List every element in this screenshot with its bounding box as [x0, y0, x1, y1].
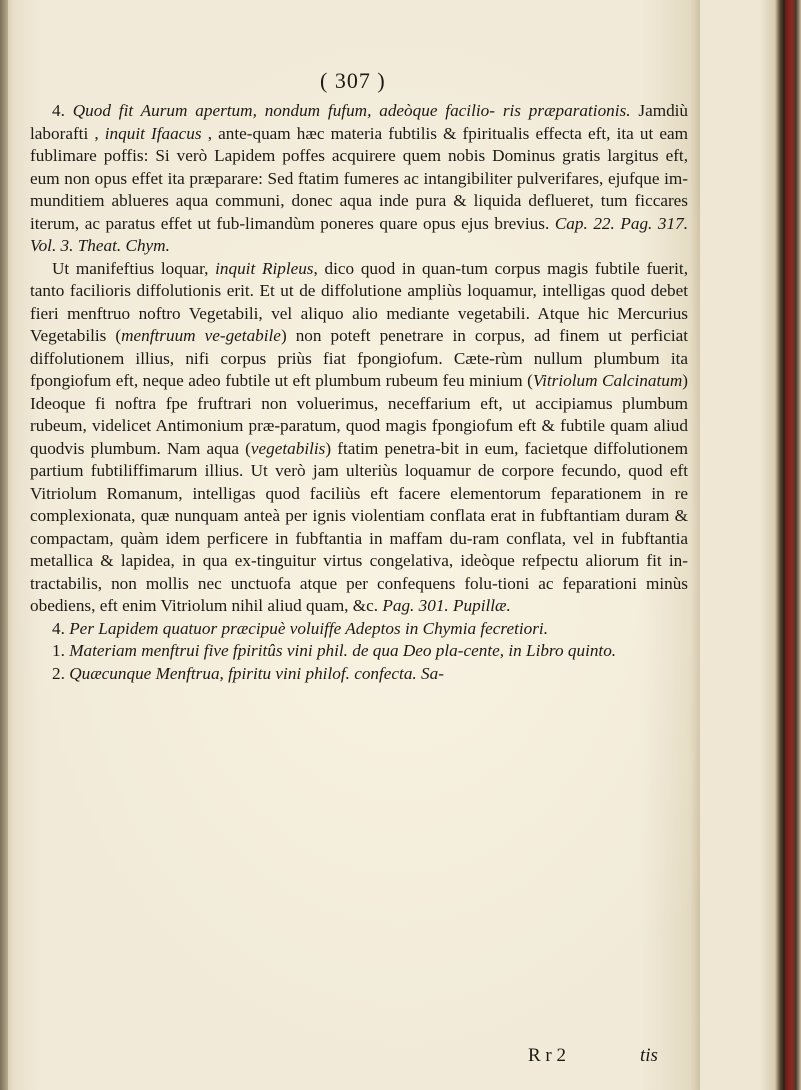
catchword: tis — [640, 1045, 658, 1066]
paragraph-aurum-apertum — [30, 100, 688, 258]
text-span: inquit Ifaacus — [104, 123, 202, 143]
text-span: Quod fit Aurum apertum, nondum fufum, adeòque facilio- — [72, 101, 495, 120]
text-span: Cap. 22. Pag. 317. Vol. 3. Theat. Chym. — [30, 213, 689, 255]
text-span: Ut manifeftius loquar, — [52, 258, 216, 278]
text-span: ) non poteft penetrare in corpus, ad finem ut perficiat diffolutionem illius, nifi corpus priùs fiat fpongiofum. Cæte-rùm nullum plumbum ita fpongiofum eft, neque adeo fubtile ut eft plumbum rubeum feu minium ( — [30, 326, 688, 390]
text-span: ) ftatim penetra-bit in eum, facietque diffolutionem partium fubtiliffimarum illius. Ut verò jam ulteriùs loquamur de corpore fecundo, quod eft Vitriolum Romanum, intelligas quod faciliùs eft facere elementorum feparationem in re complexionata, quæ nunquam anteà per ignis violentiam conflata erat in fubftantiam duram & compactam, quàm idem perficere in fubftantia in maffam du-ram conflata, vel in fubftantia metallica & lapidea, in qua ex-tinguitur virtus congelativa, ideòque refpectu aliorum fit in-tractabilis, non mollis nec unctuofa atque per confequens folu-tioni ac feparationi minùs obediens, eft enim Vitriolum nihil aliud quam, &c. — [30, 438, 688, 615]
text-span: Per Lapidem quatuor præcipuè voluiffe Adeptos in Chymia fecretiori. — [69, 618, 548, 638]
text-span: vegetabilis — [250, 438, 326, 458]
paragraph-per-lapidem — [30, 618, 688, 641]
text-span: 4. — [52, 618, 70, 638]
text-span: Jamdiù laborafti , — [30, 101, 689, 143]
text-span: menftruum ve-getabile — [121, 326, 281, 345]
paragraph-quaecunque-menstrua — [30, 663, 688, 686]
body-text — [30, 100, 688, 685]
text-span: , ante-quam hæc materia fubtilis & fpiritualis effecta eft, ita ut eam fublimare poffis: Si verò Lapidem poffes acquirere quem nobis Dominus gratis largitus eft, eum non opus effet ita præparare: Sed ftatim fumeres ac intangibiliter pulverifares, ejufque im-munditiem ablueres aqua communi, donec aqua inde pura & liquida deflueret, tum ficcares iterum, ac paratus effet ut fub-limandùm poneres quare opus ejus brevius. — [30, 123, 688, 233]
text-span: Quæcunque Menftrua, fpiritu vini philof. confecta. Sa- — [69, 663, 444, 683]
page-fore-edge — [700, 0, 801, 1090]
text-span: ) Ideoque fi noftra fpe fruftrari non voluerimus, neceffarium eft, ut accipiamus plumbum rubeum, videlicet Antimonium præ-paratum, quod magis fpongiofum eft & fubtile quam aliud quodvis plumbum. Nam aqua ( — [30, 371, 688, 458]
text-span: Materiam menftrui five fpiritûs vini phil. de qua Deo pla-cente, in Libro quinto. — [69, 641, 617, 660]
text-span: , dico quod in quan-tum corpus magis fubtile fuerit, tanto facilioris diffolutionis erit. Et ut de diffolutione ampliùs loquamur, intelligas quod debet fieri menftruo noftro Vegetabili, vel aliquo alio mediante vegetabili. Atque hic Mercurius Vegetabilis ( — [30, 258, 688, 345]
text-span — [495, 101, 503, 120]
text-span: 1. — [52, 641, 70, 660]
page-gutter-edge — [0, 0, 8, 1090]
paragraph-materiam-menstrui — [30, 640, 688, 663]
paragraph-ripleus — [30, 258, 688, 618]
text-span: ris præparationis. — [502, 101, 631, 120]
signature-mark: R r 2 — [528, 1045, 566, 1066]
text-span: 4. — [52, 101, 73, 120]
text-span: Vitriolum Calcinatum — [532, 371, 683, 390]
page-number: ( 307 ) — [320, 68, 386, 93]
text-span: Pag. 301. Pupillæ. — [382, 596, 511, 615]
text-span: 2. — [52, 663, 70, 683]
text-span: inquit Ripleus — [215, 258, 314, 278]
